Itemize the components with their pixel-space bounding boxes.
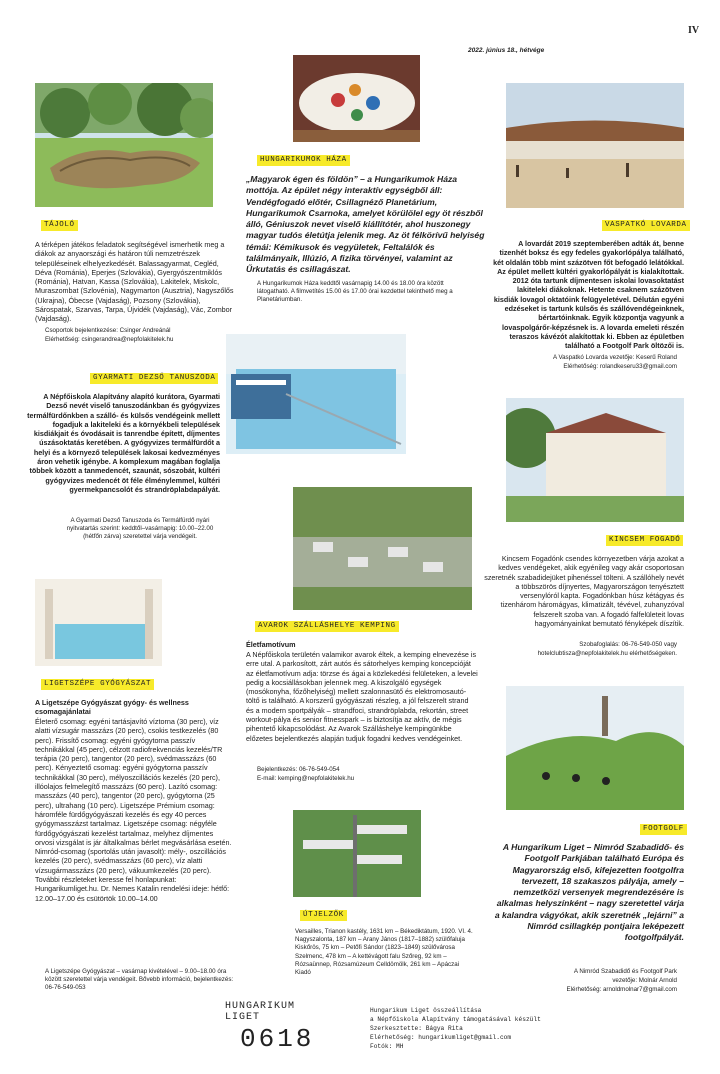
utjelzok-text: Versailles, Trianon kastély, 1631 km – Békediktátum, 1920. VI. 4. Nagyszalonta, 187 km – Arany János (1817–1882) szülőfaluja Kiskőrös, 75 km – Petőfi Sándor (1823–1849) szülővárosa Szelmenc, 478 km – A kettévágott falu Szőreg, 92 km – Rózsaünnep, Rózsamúzeum Celldömölk, 261 km – Apáczai Kiadó: [295, 928, 473, 977]
ligetszepe-tag: LIGETSZÉPE GYÓGYÁSZAT: [41, 679, 154, 690]
footer-code: 0618: [240, 1024, 315, 1054]
tajolo-contact-2: Elérhetőség: csingerandrea@nepfolakitelek.hu: [45, 336, 174, 343]
hungarikumok-photo: [293, 55, 420, 142]
tajolo-text: A térképen játékos feladatok segítségével ismerhetik meg a diákok az anyaországi és határon túli nemzetrészek településeinek elhelyezkedését. Balassagyarmat, Cegléd, Déva (Románia), Eperjes (Szlovákia), Gyergyószentmiklós (Románia), Hatvan, Kassa (Szlovákia), Lakitelek, Miskolc, Muraszombat (Szlovénia), Nagymarton (Ausztria), Nagyszőlős (Ukrajna), Óbecse (Vajdaság), Pozsony (Szlovákia), Sárospatak, Szarvas, Tarpa, Újvidék (Vajdaság), Vác, Zombor (Vajdaság).: [35, 240, 234, 324]
vaspatko-tag: VASPATKÓ LOVARDA: [602, 220, 690, 231]
footer-line-2: a Népfőiskola Alapítvány támogatásával készült: [370, 1016, 541, 1023]
gyarmati-text: A Népfőiskola Alapítvány alapító kurátora, Gyarmati Dezső nevét viselő tanuszodánkban és gyógyvizes termálfürdőnkben a szálló- és külsős vendégeink mellett fogadjuk a lakiteleki és a környékbeli települések kisdiákjait és óvodásait is tanrendbe épített, díjmentes úszásoktatás keretében. A gyógyvizes termálfürdőt a helyi és a környező települések lakosai kedvezményes áron vehetik igénybe. A komplexum magában foglalja többek között a tanmedencét, szaunát, sószobát, kültéri gyógyvizes medencét öt féle élménylemmel, kültéri gyermekpancsolót és strandröplabdapályát.: [27, 392, 220, 494]
footer-line-1: Hungarikum Liget összeállítása: [370, 1007, 482, 1014]
footer-brand-1: HUNGARIKUM: [225, 1001, 296, 1012]
tajolo-contact-1: Csoportok bejelentkezése: Csinger Andreánál: [45, 327, 171, 334]
hungarikumok-text: „Magyarok égen és földön” – a Hungarikumok Háza mottója. Az épület négy interaktív egységből áll: Vendégfogadó előtér, Csillagnéző Planetárium, Hungarikumok Csarnoka, amelyet körülölel egy öt részből álló, Géniuszok nevet viselő kiállítótér, ahol huszonegy magyar tudós életútja jelenik meg. Az öt félkörívű helyiség témái: Kémikusok és vegyületek, Feltalálók és találmányaik, Illúzió, A fizika törvényei, valamint az Űrkutatás és csillagászat.: [246, 174, 485, 275]
footer-line-5: Fotók: MH: [370, 1043, 404, 1050]
ligetszepe-photo: [35, 579, 162, 666]
ligetszepe-note: A Ligetszépe Gyógyászat – vasárnap kivételével – 9.00–18.00 óra között szeretettel várja vendégeit. Bővebb információ, bejelentkezés: 06-76-549-053: [45, 968, 234, 992]
hungarikumok-note: A Hungarikumok Háza keddtől vasárnapig 14.00 és 18.00 óra között látogatható. A filmvetítés 15.00 és 17.00 órai kezdettel tekinthető meg a Planetáriumban.: [257, 280, 453, 304]
footgolf-contact-3: Elérhetőség: arnoldmolnar7@gmail.com: [566, 986, 677, 993]
hungarikumok-tag: HUNGARIKUMOK HÁZA: [257, 155, 350, 166]
tajolo-photo: [35, 83, 213, 207]
kincsem-contact-1: Szobafoglalás: 06-76-549-050 vagy: [579, 641, 677, 648]
kincsem-tag: KINCSEM FOGADÓ: [606, 535, 683, 546]
avarok-contact-1: Bejelentkezés: 06-76-549-054: [257, 766, 340, 773]
vaspatko-text: A lovardát 2019 szeptemberében adták át, benne tizenhét boksz és egy fedeles gyakorlópálya található, két oldalán több mint százötven főt befogadó lelátókkal. Az épület mellett kültéri gyakorlópályát is kialakítottak. 2012 óta tartunk díjmentesen iskolai lovasoktatást lakiteleki diákoknak. Hetente csaknem százötven kisdiák lovagol oktatóink felügyeletével. Délután egyéni edzéseket is tartunk külsős és szállóvendégeinknek, bértartóinknak. Egyik központja vagyunk a lovaspolgárőr-képzésnek is. A lovarda emeleti részén teraszos kávézót alakítottak ki. Ebben az épületben található a Footgolf Park öltözői is.: [493, 239, 684, 351]
kincsem-contact-2: hotelclubtisza@nepfolakitelek.hu elérhetőségeken.: [537, 650, 677, 657]
page-number: IV: [688, 25, 700, 36]
footer-line-3: Szerkesztette: Bágya Rita: [370, 1025, 463, 1032]
tajolo-tag: TÁJOLÓ: [41, 220, 78, 231]
avarok-tag: AVAROK SZÁLLÁSHELYE KEMPING: [255, 621, 399, 632]
vaspatko-photo: [506, 83, 684, 208]
issue-date: 2022. június 18., hétvége: [468, 47, 545, 54]
avarok-text: A Népfőiskola területén valamikor avarok éltek, a kemping elnevezése is erre utal. A parkosított, zárt autós és sátorhelyes kemping koncepcióját az életfamotívum adja: törzse és ágai a közlekedési felületeken, a levelei pedig a kocsiállásokban jelennek meg. A kiszolgáló egységek (mosókonyha, főzőhelyiség) mellett szalonnasütő és elektromosautó-töltő is található. A korszerű gyógyászati részleg, a jól felszerelt strand és a modern sportpályák – strandfoci, strandröplabda, rekortán, street workout-pálya és senior fitnesspark – is biztosítja az aktív, de mégis pihentető kikapcsolódást. Az Avarok Szálláshelye kempingünkbe előzetes bejelentkezés alapján tudjuk fogadni kedves vendégeinket.: [246, 650, 478, 743]
footgolf-photo: [506, 686, 684, 810]
avarok-title: Életfamotívum: [246, 640, 296, 649]
gyarmati-tag: GYARMATI DEZSŐ TANUSZODA: [90, 373, 218, 384]
utjelzok-photo: [293, 810, 421, 897]
ligetszepe-title: A Ligetszépe Gyógyászat gyógy- és wellness csomagajánlatai: [35, 698, 189, 717]
gyarmati-photo: [226, 334, 406, 454]
kemping-photo: [293, 487, 472, 610]
utjelzok-tag: ÚTJELZŐK: [300, 910, 347, 921]
ligetszepe-text: Életerő csomag: egyéni tartásjavító víztorna (30 perc), víz alatti vízsugár masszázs (20 perc), csokis testkezelés (80 perc). Frissítő csomag: egyéni gyógytorna passzív technikákkal (45 perc), célzott radiofrekvenciás kezelés/TR terápia (20 perc), tangentor (20 perc), svédmasszázs (60 perc). Kényeztető csomag: egyéni gyógytorna passzív technikákkal (30 perc), mélyoszcillációs kezelés (20 perc), illóolajos felmelegítő masszázs (60 perc). Lazító csomag: masszázs (40 perc), tangentor (20 perc), gyógytorna (25 perc), ultrahang (10 perc). Ligetszépe Prémium csomag: háromféle fürdőgyógyászati kezelés és egy 40 perces gyógymasszázst tartalmaz. Ligetszépe csomag: négyféle fürdőgyógyászati kezelést tartalmaz, melyhez díjmentes orvosi vizsgálat is jár általkalmas bérlet megvásárlása esetén. Nimród-csomag (sportolás után javasolt): mély-, oszcillációs kezelés (20 perc), svédmasszázs (60 perc), víz alatti vízsugármasszázs (20 perc), vákuumkezelés (20 perc). További részleteket keresse fel honlapunkat: Hungarikumliget.hu. Dr. Nemes Katalin rendelési ideje: hétfő: 12.00–17.00 és csütörtök 10.00–14.00: [35, 717, 232, 903]
footer-brand-2: LIGET: [225, 1012, 261, 1023]
footer-line-4: Elérhetőség: hungarikumliget@gmail.com: [370, 1034, 512, 1041]
avarok-contact-2: E-mail: kemping@nepfolakitelek.hu: [257, 775, 355, 782]
vaspatko-contact-1: A Vaspatkó Lovarda vezetője: Keserű Roland: [552, 354, 677, 361]
kincsem-text: Kincsem Fogadónk csendes környezetben várja azokat a kedves vendégeket, akik egyénileg vagy akár csoportosan szeretnék szabadidejüket pihenéssel tölteni. A szállóhely nevét a többszörös díjnyertes, Magyarországon tenyésztett versenylóról kapta. Fogadónkban húsz kétágyas és tizenhárom háromágyas, klimatizált, tévével, zuhanyzóval felszerelt szoba van. A fogadó falfelületeit lovas hagyományainkat bemutató fényképek díszítik.: [484, 554, 684, 629]
gyarmati-note: A Gyarmati Dezső Tanuszoda és Termálfürdő nyári nyitvatartás szerint: keddtől–vasárnapig: 10.00–22.00 (hétfőn zárva) szeretettel várja vendégeit.: [66, 517, 214, 541]
footgolf-tag: FOOTGOLF: [640, 824, 687, 835]
vaspatko-contact-2: Elérhetőség: rolandkeseru33@gmail.com: [563, 363, 677, 370]
kincsem-photo: [506, 398, 684, 522]
footgolf-text: A Hungarikum Liget – Nimród Szabadidő- és Footgolf Parkjában található Európa és Magyarország első, kifejezetten footgolfra tervezett, 18 szakaszos pályája, amely – nemzetközi versenyek megrendezésére is alkalmas helyszínként – nagy szeretettel várja a kalandra vágyókat, akik szeretnék „lejárni” a Nimród csillagkép pontjaira leképezett footgolfpályát.: [494, 842, 684, 943]
footgolf-contact-1: A Nimród Szabadidő és Footgolf Park: [573, 968, 677, 975]
footgolf-contact-2: vezetője: Molnár Arnold: [612, 977, 677, 984]
